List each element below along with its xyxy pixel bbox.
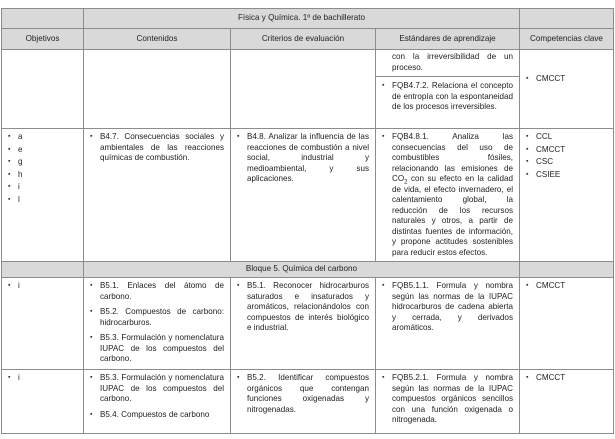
col-header-estandares: Estándares de aprendizaje — [376, 29, 520, 50]
criteria-item: ▪ B5.1. Reconocer hidrocarburos saturados e insaturados y aromáticos, relacionándolos con compuestos de interés biológico e industrial. — [237, 281, 369, 334]
spacer — [526, 52, 607, 65]
competence-item: ▪ CCL — [526, 132, 607, 143]
criteria-cell — [231, 50, 376, 129]
objectives-cell — [2, 370, 84, 434]
standard-continuation: con la irreversibilidad de un proceso. — [392, 52, 513, 72]
table-row — [2, 50, 614, 129]
competences-cell — [520, 129, 614, 262]
cell-divider — [376, 76, 519, 77]
block-title-row — [2, 262, 614, 278]
standards-cell — [376, 50, 520, 129]
competence-item: ▪ CMCCT — [526, 373, 607, 384]
standard-item: ▪ FQB5.1.1. Formula y nombra según las normas de la IUPAC hidrocarburos de cadena abierta y cerrada, y derivados aromáticos. — [382, 281, 513, 334]
standard-text: FQB4.8.1. Analiza las consecuencias del uso de combustibles fósiles, relacionando las emisiones de CO — [392, 132, 513, 183]
content-item: ▪ B5.1. Enlaces del átomo de carbono. — [90, 281, 224, 302]
competence-item: ▪ CMCCT — [526, 145, 607, 156]
objective-item: ▪ i — [8, 373, 77, 384]
objective-item: ▪ a — [8, 132, 77, 143]
contents-cell — [84, 50, 231, 129]
standards-cell — [376, 278, 520, 370]
content-item: ▪ B5.4. Compuestos de carbono — [90, 410, 224, 421]
criteria-cell — [231, 129, 376, 262]
block-blank-cell — [2, 262, 84, 278]
block-blank-cell — [520, 262, 614, 278]
criteria-cell — [231, 370, 376, 434]
col-header-criterios: Criterios de evaluación — [231, 29, 376, 50]
table-title-row — [2, 9, 614, 29]
objectives-cell — [2, 50, 84, 129]
competence-item: ▪ CMCCT — [526, 74, 607, 85]
content-item: ▪ B5.2. Compuestos de carbono: hidrocarburos. — [90, 307, 224, 328]
standards-cell — [376, 129, 520, 262]
competence-item: ▪ CSC — [526, 157, 607, 168]
table-title: Física y Química. 1º de bachillerato — [84, 9, 520, 29]
block-title: Bloque 5. Química del carbono — [84, 262, 520, 278]
competences-cell — [520, 50, 614, 129]
content-item: ▪ B5.3. Formulación y nomenclatura IUPAC de los compuestos del carbono. — [90, 373, 224, 405]
standard-item — [382, 132, 513, 258]
content-item: ▪ B5.3. Formulación y nomenclatura IUPAC de los compuestos del carbono. — [90, 333, 224, 365]
col-header-competencias: Competencias clave — [520, 29, 614, 50]
contents-cell — [84, 278, 231, 370]
curriculum-table — [1, 8, 614, 434]
standards-cell — [376, 370, 520, 434]
col-header-objetivos: Objetivos — [2, 29, 84, 50]
objectives-cell — [2, 129, 84, 262]
table-row — [2, 129, 614, 262]
criteria-item: ▪ B4.8. Analizar la influencia de las reacciones de combustión a nivel social, industrial y medioambiental, y sus aplicaciones. — [237, 132, 369, 185]
competence-item: ▪ CSIEE — [526, 170, 607, 181]
title-blank-cell — [520, 9, 614, 29]
competences-cell — [520, 370, 614, 434]
objective-item: ▪ g — [8, 157, 77, 168]
objective-item: ▪ h — [8, 170, 77, 181]
content-item: ▪ B4.7. Consecuencias sociales y ambientales de las reacciones químicas de combustión. — [90, 132, 224, 164]
objective-item: ▪ i — [8, 281, 77, 292]
contents-cell — [84, 370, 231, 434]
competences-cell — [520, 278, 614, 370]
contents-cell — [84, 129, 231, 262]
criteria-item: ▪ B5.2. Identificar compuestos orgánicos que contengan funciones oxigenadas y nitrogenadas. — [237, 373, 369, 415]
objective-item: ▪ l — [8, 195, 77, 206]
standard-item: ▪ FQB4.7.2. Relaciona el concepto de entropía con la espontaneidad de los procesos irreversibles. — [382, 81, 513, 113]
column-header-row — [2, 29, 614, 50]
co2-subscript: 2 — [404, 179, 408, 186]
criteria-cell — [231, 278, 376, 370]
objective-item: ▪ i — [8, 182, 77, 193]
col-header-contenidos: Contenidos — [84, 29, 231, 50]
table-row — [2, 278, 614, 370]
table-row — [2, 370, 614, 434]
standard-item: ▪ FQB5.2.1. Formula y nombra según las normas de la IUPAC compuestos orgánicos sencillos con una función oxigenada o nitrogenada. — [382, 373, 513, 426]
competence-item: ▪ CMCCT — [526, 281, 607, 292]
objective-item: ▪ e — [8, 145, 77, 156]
title-blank-cell — [2, 9, 84, 29]
standard-text: con su efecto en la calidad de vida, el efecto invernadero, el calentamiento global, la reducción de los recursos naturales y otros, a partir de distintas fuentes de información, y propone actitudes sostenibles para reducir estos efectos. — [392, 174, 513, 257]
objectives-cell — [2, 278, 84, 370]
